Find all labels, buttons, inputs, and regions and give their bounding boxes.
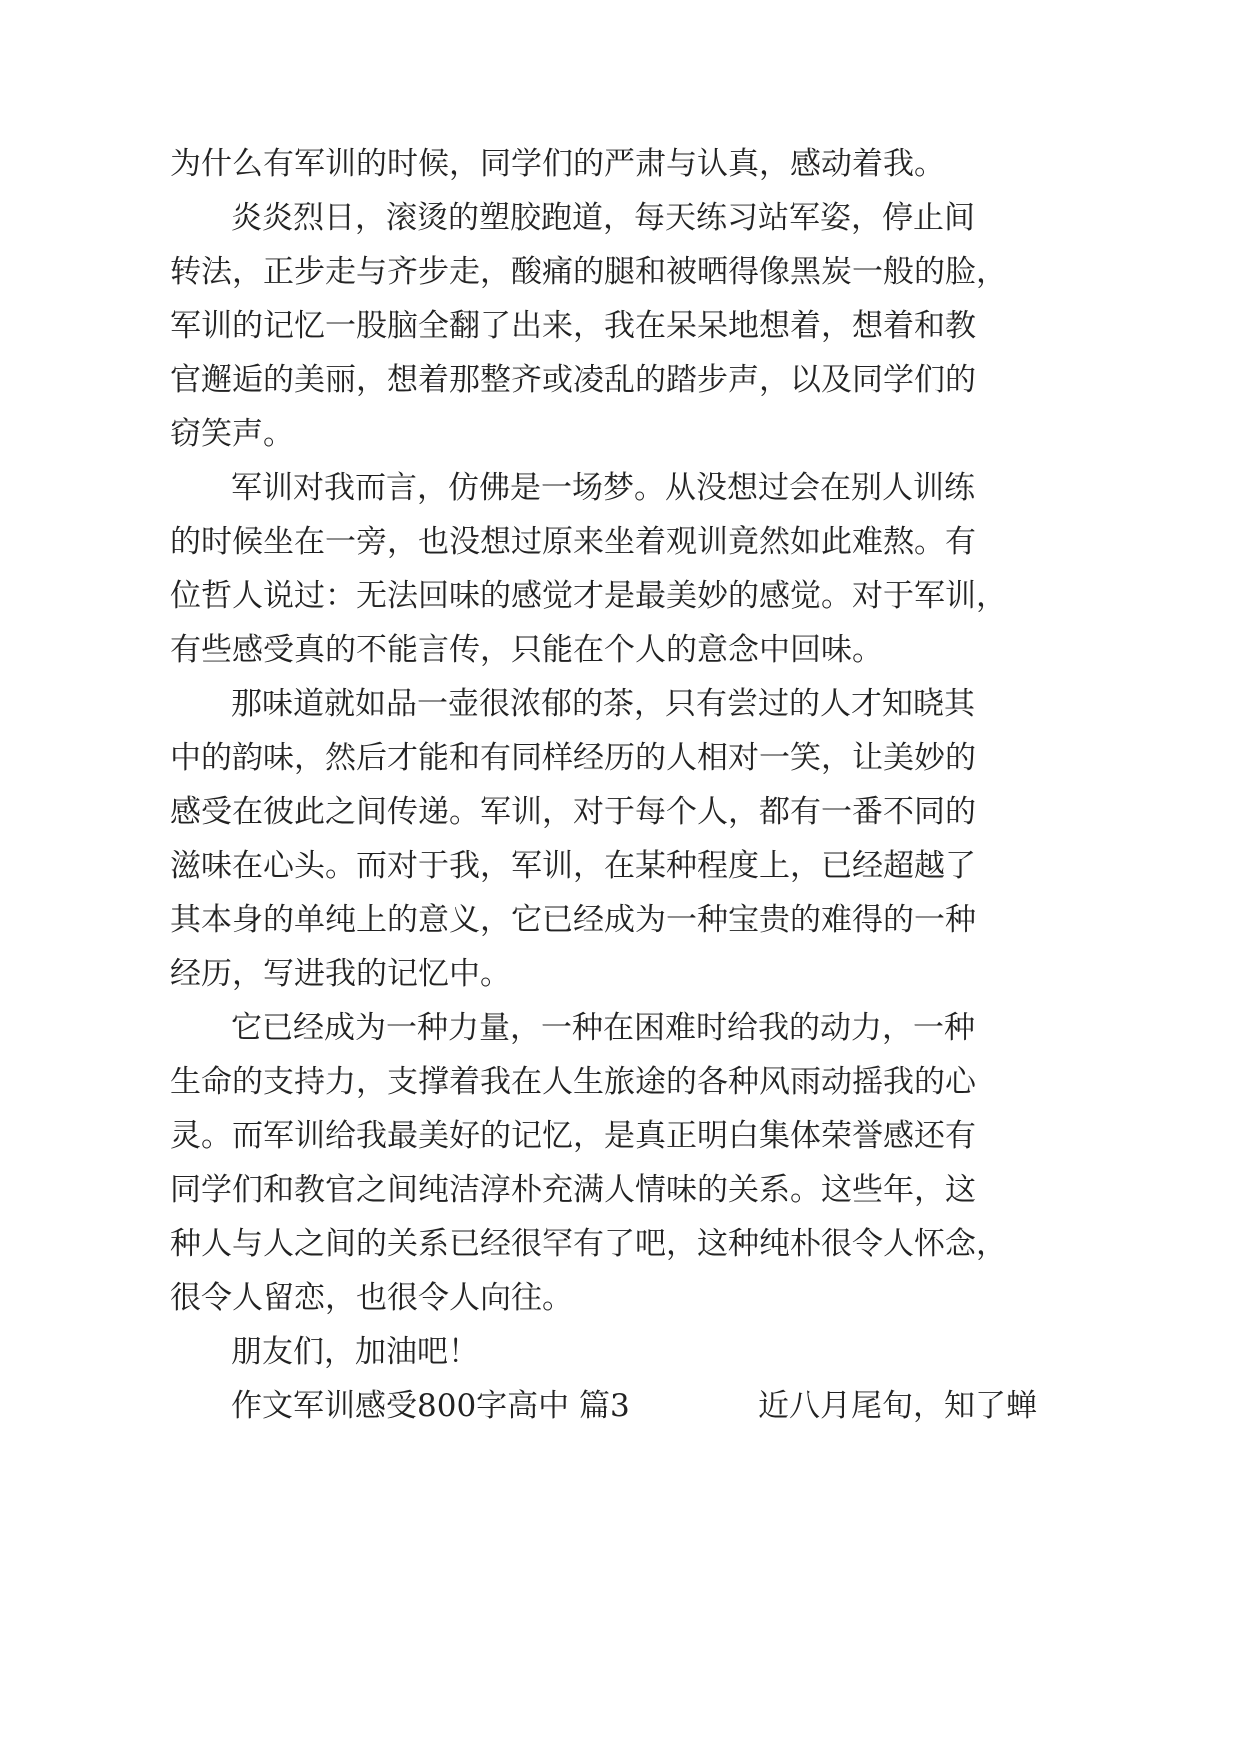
text-line <box>0 836 1241 896</box>
line-text: 感受在彼此之间传递。军训，对于每个人，都有一番不同的 <box>170 794 976 830</box>
paragraph-first-line <box>0 674 1241 734</box>
line-text: 那味道就如品一壶很浓郁的茶，只有尝过的人才知晓其 <box>231 686 975 722</box>
line-text: 其本身的单纯上的意义，它已经成为一种宝贵的难得的一种 <box>170 902 976 938</box>
text-line <box>0 1106 1241 1166</box>
text-line <box>0 1214 1241 1274</box>
text-line <box>0 1052 1241 1112</box>
line-text: 滋味在心头。而对于我，军训，在某种程度上，已经超越了 <box>170 848 976 884</box>
text-line <box>0 890 1241 950</box>
line-text: 同学们和教官之间纯洁淳朴充满人情味的关系。这些年，这 <box>170 1172 976 1208</box>
line-text: 的时候坐在一旁，也没想过原来坐着观训竟然如此难熬。有 <box>170 524 976 560</box>
line-text: 窃笑声。 <box>170 416 294 452</box>
line-text: 炎炎烈日，滚烫的塑胶跑道，每天练习站军姿，停止间 <box>231 200 975 236</box>
text-line <box>0 620 1241 680</box>
line-text: 军训对我而言，仿佛是一场梦。从没想过会在别人训练 <box>231 470 975 506</box>
text-line <box>0 944 1241 1004</box>
line-text: 很令人留恋，也很令人向往。 <box>170 1280 573 1316</box>
line-text: 为什么有军训的时候，同学们的严肃与认真，感动着我。 <box>170 146 945 182</box>
text-line <box>0 134 1241 194</box>
text-line <box>0 1160 1241 1220</box>
line-text: 有些感受真的不能言传，只能在个人的意念中回味。 <box>170 632 883 668</box>
line-text: 经历，写进我的记忆中。 <box>170 956 511 992</box>
line-text: 种人与人之间的关系已经很罕有了吧，这种纯朴很令人怀念， <box>170 1226 1007 1262</box>
text-line <box>0 350 1241 410</box>
section-heading: 作文军训感受800字高中 篇3 <box>231 1388 630 1424</box>
line-text: 生命的支持力，支撑着我在人生旅途的各种风雨动摇我的心 <box>170 1064 976 1100</box>
line-text: 中的韵味，然后才能和有同样经历的人相对一笑，让美妙的 <box>170 740 976 776</box>
text-line <box>0 1268 1241 1328</box>
line-text: 官邂逅的美丽，想着那整齐或凌乱的踏步声，以及同学们的 <box>170 362 976 398</box>
line-text: 位哲人说过：无法回味的感觉才是最美妙的感觉。对于军训， <box>170 578 1007 614</box>
paragraph-first-line <box>0 998 1241 1058</box>
section-heading-line <box>0 1376 1241 1436</box>
text-line <box>0 566 1241 626</box>
line-text: 转法，正步走与齐步走，酸痛的腿和被晒得像黑炭一般的脸， <box>170 254 1007 290</box>
paragraph-first-line <box>0 458 1241 518</box>
paragraph-first-line <box>0 1322 1241 1382</box>
text-line <box>0 404 1241 464</box>
text-line <box>0 782 1241 842</box>
text-line <box>0 728 1241 788</box>
line-text: 它已经成为一种力量，一种在困难时给我的动力，一种 <box>231 1010 975 1046</box>
paragraph-first-line <box>0 188 1241 248</box>
line-text: 朋友们，加油吧！ <box>231 1334 479 1370</box>
line-text: 近八月尾旬，知了蝉 <box>758 1388 1037 1424</box>
text-line <box>0 242 1241 302</box>
text-line <box>0 296 1241 356</box>
line-text: 军训的记忆一股脑全翻了出来，我在呆呆地想着，想着和教 <box>170 308 976 344</box>
line-text: 灵。而军训给我最美好的记忆，是真正明白集体荣誉感还有 <box>170 1118 976 1154</box>
text-line <box>0 512 1241 572</box>
